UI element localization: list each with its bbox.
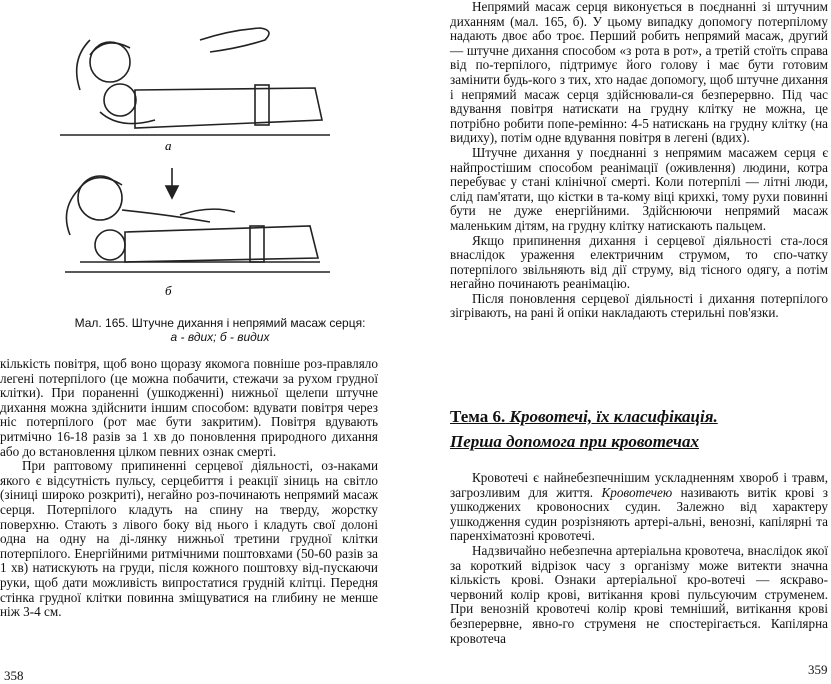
p1-end: називають витік крові з ушкоджених кровоносних судин. Залежно від характеру ушкодження судин розрізняють артері-альні, венозні, капілярні та паренхіматозні кровотечі. xyxy=(450,484,828,544)
figure-label-a: а xyxy=(165,138,172,153)
cpr-drawing xyxy=(60,0,330,308)
cpr-illustration xyxy=(60,0,330,308)
right-column-bleeding xyxy=(450,471,828,646)
right-column xyxy=(450,0,828,321)
page-number-right: 359 xyxy=(808,662,828,677)
page-number-left: 358 xyxy=(4,668,24,683)
bleeding-paragraph: Надзвичайно небезпечна артеріальна кровотеча, внаслідок якої за короткий відрізок часу з організму може витекти значна кількість крові. Ознаки артеріальної кро-вотечі — яскраво-червоний колір крові, витікання крові пульсуючим струменем. При венозній кровотечі колір крові темніший, витікання крові безперервне, явно-го струменя не спостерігається. Капілярна кровотеча xyxy=(450,542,828,646)
figure-caption xyxy=(0,316,440,344)
right-paragraph: Після поновлення серцевої діяльності і дихання потерпілого зігрівають, на рані й опіки накладають стерильні пов'язки. xyxy=(450,290,828,321)
topic-subheading: Перша допомога при кровотечах xyxy=(450,432,699,451)
right-paragraph: Непрямий масаж серця виконується в поєднанні зі штучним диханням (мал. 165, б). У цьому випадку допомогу потерпілому надають двоє або троє. Перший робить непрямий масаж, другий — штучне дихання способом «з рота в рот», а третій стоїть справа від по-терпілого, підтримує його голову і має бути готовим замінити будь-кого з тих, хто надає допомогу, щоб штучне дихання і непрямий масаж серця здійснювали-ся безперервно. Під час вдування повітря натискати на грудну клітку не можна, це потрібно робити попе-ремінно: 4-5 натискань на грудну клітку (на видиху), потім одне вдування повітря в легені (вдих). xyxy=(450,0,828,146)
left-paragraph: При раптовому припиненні серцевої діяльності, оз-наками якого є відсутність пульсу, серцебиття і реакції зіниць на світло (зіниці широко розкриті), негайно роз-починають непрямий масаж серця. Потерпілого кладуть на спину на тверду, жорстку поверхню. Стають з лівого боку від нього і кладуть свої долоні одна на одну на ді-лянку нижньої третини грудної клітки потерпілого. Енергійними ритмічними поштовхами (50-60 разів за 1 хв) натискують на груди, після кожного поштовху від-пускаючи руки, щоб дати можливість випростатися грудній клітці. Передня стінка грудної клітки повинна зміщуватися на глибину не менше ніж 3-4 см. xyxy=(0,458,378,620)
left-column xyxy=(0,357,378,620)
left-paragraph: кількість повітря, щоб воно щоразу якомога повніше роз-правляло легені потерпілого (це можна побачити, стежачи за рухом грудної клітки). При пораненні (ушкодженні) нижньої щелепи штучне дихання можна здійснити іншим способом: вдувати повітря через ніс потерпілого (рот має бути закритим). Повітря вдувають ритмічно 16-18 разів за 1 хв до поновлення природного дихання або до встановлення цілком певних ознак смерті. xyxy=(0,356,378,459)
p1-start: Кровотечі є найнебезпечнішим ускладненням хвороб і травм, загрозливим для життя. xyxy=(450,470,828,500)
p1-term: Кровотечею xyxy=(601,484,673,500)
right-paragraph: Штучне дихання у поєднанні з непрямим масажем серця є найпростішим способом реанімації (оживлення) людини, котра перебуває у стані клінічної смерті. Коли потерпілі — літні люди, слід пам'ятати, що кістки в та-кому віці крихкі, тому рухи повинні бути не дуже енергійними. Здійснюючи непрямий масаж маленьким дітям, на грудну клітку натискають пальцем. xyxy=(450,144,828,233)
topic-heading xyxy=(450,407,828,427)
figure-label-b: б xyxy=(165,283,172,298)
topic-prefix: Тема 6. xyxy=(450,407,506,426)
topic-title: Кровотечі, їх класифікація. xyxy=(509,407,718,426)
right-paragraph: Якщо припинення дихання і серцевої діяльності ста-лося внаслідок ураження електричним струмом, то спо-чатку потерпілого звільняють від дії струму, від тісного одягу, а потім негайно починають реанімацію. xyxy=(450,232,828,292)
caption-line-2: а - вдих; б - видих xyxy=(170,330,270,344)
bleeding-paragraph xyxy=(450,471,828,544)
caption-line-1: Мал. 165. Штучне дихання і непрямий масаж серця: xyxy=(74,316,366,330)
